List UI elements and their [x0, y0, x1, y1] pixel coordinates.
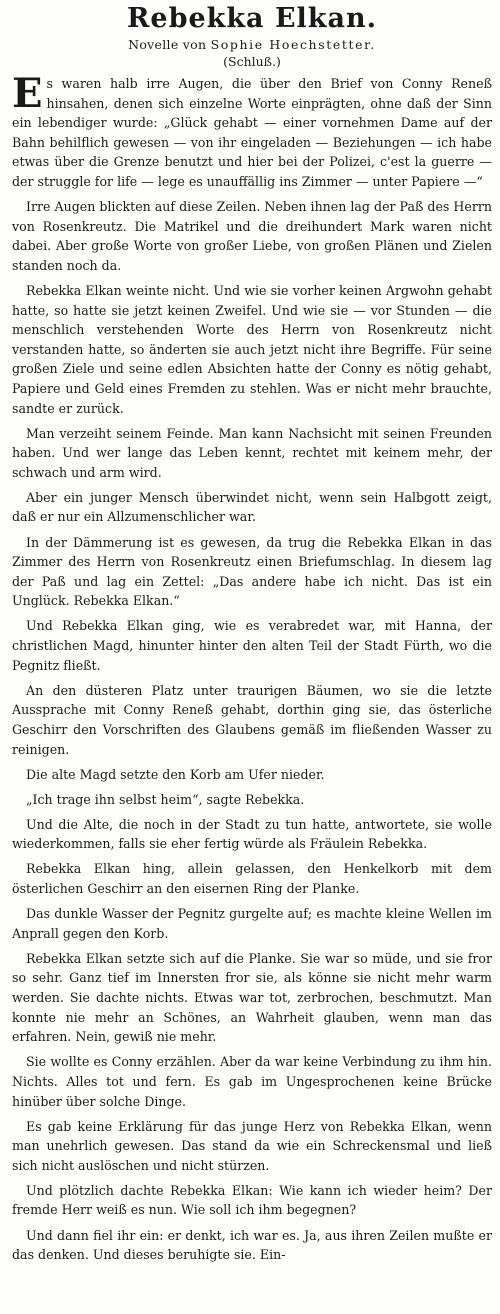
first-paragraph — [12, 70, 492, 192]
paragraph: „Ich trage ihn selbst heim“, sagte Rebekka. — [26, 791, 305, 807]
paragraph: Und plötzlich dachte Rebekka Elkan: Wie kann ich wieder heim? Der fremde Herr weiß es nun. Wie soll ich ihm begegnen? — [12, 1182, 492, 1218]
paragraph: Rebekka Elkan hing, allein gelassen, den Henkelkorb mit dem österlichen Geschirr an den eisernen Ring der Planke. — [12, 861, 492, 897]
paragraph: Sie wollte es Conny erzählen. Aber da war keine Verbindung zu ihm hin. Nichts. Alles tot und fern. Es gab im Ungesprochenen keine Brücke hinüber über solche Dinge. — [12, 1054, 492, 1109]
byline — [12, 36, 492, 54]
paragraph: Die alte Magd setzte den Korb am Ufer nieder. — [26, 766, 325, 782]
first-paragraph-text: s waren halb irre Augen, die über den Brief von Conny Reneß hinsahen, denen sich einzelne Worte einprägten, ohne daß der Sinn ein lebendiger wurde: „Glück gehabt — einer vornehmen Dame auf der Bahn behilflich gewesen — von ihr eingeladen — Beziehungen — ich habe etwas über die Grenze benutzt und hier bei der Polizei, c'est la guerre — der struggle for life — lege es unauffällig ins Zimmer — unter Papiere —“ — [12, 76, 492, 189]
drop-cap: E — [12, 70, 43, 117]
paragraph: In der Dämmerung ist es gewesen, da trug die Rebekka Elkan in das Zimmer des Herrn von Rosenkreutz einen Briefumschlag. In diesem lag der Paß und lag ein Zettel: „Das andere habe ich nicht. Das ist ein Unglück. Rebekka Elkan.“ — [12, 534, 492, 609]
paragraph: Aber ein junger Mensch überwindet nicht, wenn sein Halbgott zeigt, daß er nur ein Allzumenschlicher war. — [12, 489, 492, 525]
paragraph: Rebekka Elkan weinte nicht. Und wie sie vorher keinen Argwohn gehabt hatte, so hatte sie jetzt keinen Zweifel. Und wie sie — vor Stunden — die menschlich verstehenden Worte des Herrn von Rosenkreutz nicht verstanden hatte, so änderten sie auch jetzt nicht ihre Begriffe. Für seine großen Ziele und seine edlen Absichten hatte der Conny es nötig gehabt, Papiere und Geld eines Fremden zu stehlen. Was er nicht mehr brauchte, sandte er zurück. — [12, 282, 492, 416]
author-name: Sophie Hoechstetter. — [210, 37, 376, 52]
paragraph: Es gab keine Erklärung für das junge Herz von Rebekka Elkan, wenn man unehrlich gewesen. Das stand da wie ein Schreckensmal und ließ sich nicht auslöschen und nicht stürzen. — [12, 1118, 492, 1173]
paragraph: Das dunkle Wasser der Pegnitz gurgelte auf; es machte kleine Wellen im Anprall gegen den Korb. — [12, 906, 492, 941]
byline-prefix: Novelle von — [128, 37, 207, 52]
paragraph: Irre Augen blickten auf diese Zeilen. Neben ihnen lag der Paß des Herrn von Rosenkreutz. Die Matrikel und die dreihundert Mark waren nicht dabei. Aber große Worte von großer Liebe, von großen Plänen und Zielen standen noch da. — [12, 199, 492, 273]
paragraph: Man verzeiht seinem Feinde. Man kann Nachsicht mit seinen Freunden haben. Und wer lange das Leben kennt, rechtet mit keinem mehr, der schwach und arm wird. — [12, 425, 492, 480]
article-body — [12, 70, 492, 1265]
paragraph: An den düsteren Platz unter traurigen Bäumen, wo sie die letzte Aussprache mit Conny Reneß gehabt, dorthin ging sie, das österliche Geschirr den Vorschriften des Glaubens gemäß im fließenden Wasser zu reinigen. — [12, 682, 492, 757]
paragraph: Rebekka Elkan setzte sich auf die Planke. Sie war so müde, und sie fror so sehr. Ganz tief im Innersten fror sie, als könne sie nicht mehr warm werden. Sie dachte nichts. Etwas war tot, zerbrochen, beschmutzt. Man konnte nie mehr an Schönes, an Wahrheit glauben, wenn man das erfahren. Nein, gewiß nie mehr. — [12, 950, 492, 1045]
paragraph: Und Rebekka Elkan ging, wie es verabredet war, mit Hanna, der christlichen Magd, hinunter hinter den alten Teil der Stadt Fürth, wo die Pegnitz fließt. — [12, 618, 492, 673]
article-title: Rebekka Elkan. — [126, 3, 378, 34]
paragraph: Und die Alte, die noch in der Stadt zu tun hatte, antwortete, sie wolle wiederkommen, falls sie eher fertig würde als Fräulein Rebekka. — [12, 816, 492, 852]
article-subtitle: (Schluß.) — [223, 54, 281, 69]
paragraph: Und dann fiel ihr ein: er denkt, ich war es. Ja, aus ihren Zeilen mußte er das denken. Und dieses beruhigte sie. Ein- — [12, 1227, 492, 1263]
